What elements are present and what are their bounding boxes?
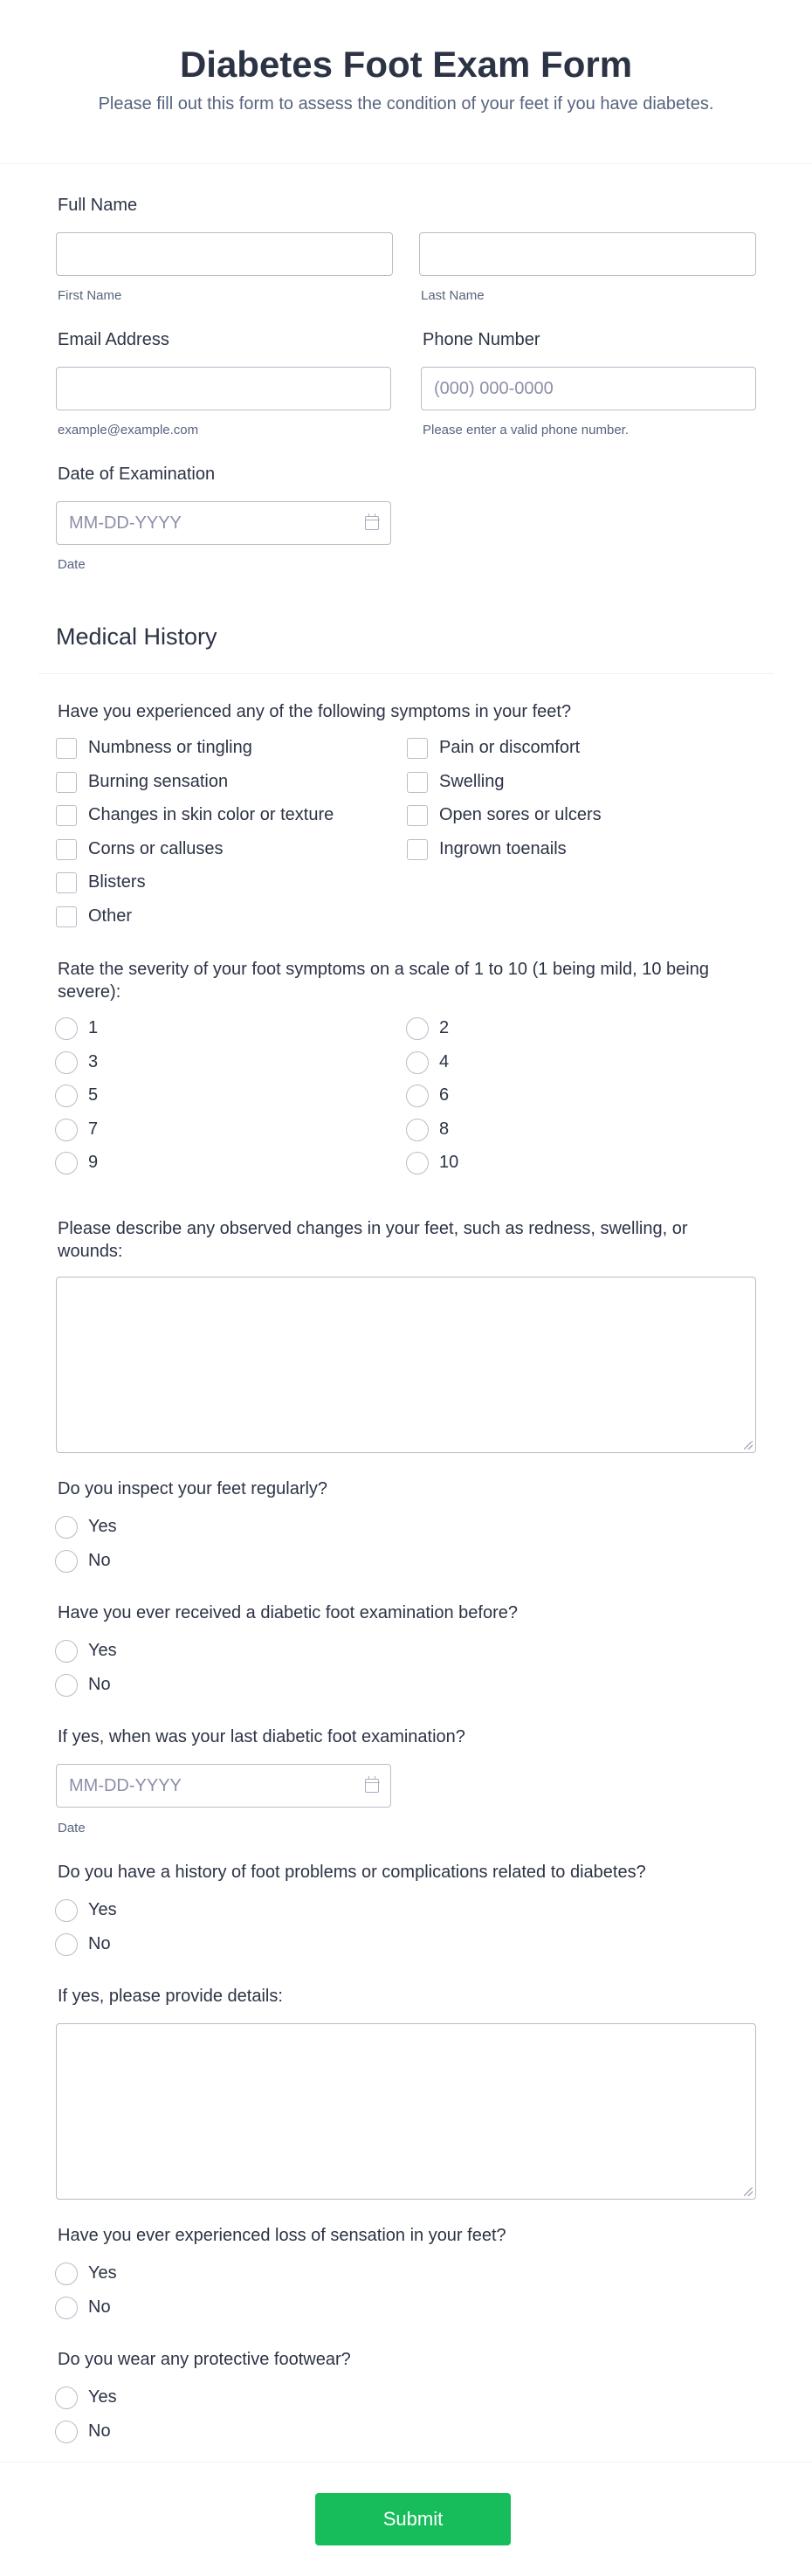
prior-exam-radio-no[interactable] [55, 1674, 78, 1697]
sensation-radio-no[interactable] [55, 2297, 78, 2319]
sensation-option-no: No [88, 2297, 111, 2317]
symptom-option-label: Corns or calluses [88, 839, 224, 858]
exam-date-input[interactable] [56, 501, 391, 545]
symptom-option-label: Open sores or ulcers [439, 805, 602, 824]
symptoms-question: Have you experienced any of the following symptoms in your feet? [58, 702, 572, 721]
symptom-checkbox[interactable] [407, 772, 428, 793]
email-input[interactable] [56, 367, 391, 410]
footwear-question: Do you wear any protective footwear? [58, 2350, 351, 2369]
exam-date-label: Date of Examination [58, 465, 216, 484]
form-title: Diabetes Foot Exam Form [179, 44, 633, 85]
history-option-no: No [88, 1934, 111, 1953]
sensation-option-yes: Yes [88, 2263, 117, 2283]
email-label: Email Address [58, 330, 169, 349]
history-radio-yes[interactable] [55, 1899, 78, 1922]
symptom-option-label: Burning sensation [88, 772, 229, 791]
resize-handle-icon[interactable] [744, 1441, 753, 1450]
sensation-question: Have you ever experienced loss of sensation in your feet? [58, 2226, 506, 2245]
changes-textarea[interactable] [56, 1277, 756, 1453]
calendar-icon[interactable] [365, 1779, 379, 1793]
history-question: Do you have a history of foot problems or complications related to diabetes? [58, 1863, 646, 1882]
sensation-radio-yes[interactable] [55, 2263, 78, 2285]
severity-question: Rate the severity of your foot symptoms on a scale of 1 to 10 (1 being mild, 10 being severe): [58, 960, 709, 1002]
severity-radio[interactable] [55, 1085, 78, 1107]
severity-radio[interactable] [406, 1085, 429, 1107]
details-question: If yes, please provide details: [58, 1987, 283, 2006]
exam-date-sublabel: Date [58, 557, 86, 572]
changes-question: Please describe any observed changes in your feet, such as redness, swelling, or wounds: [58, 1219, 688, 1261]
inspect-option-no: No [88, 1551, 111, 1570]
symptom-option-label: Blisters [88, 872, 146, 892]
symptom-checkbox[interactable] [56, 906, 77, 927]
severity-radio[interactable] [55, 1152, 78, 1174]
severity-option-label: 2 [439, 1018, 450, 1037]
last-name-input[interactable] [419, 232, 756, 276]
last-exam-question: If yes, when was your last diabetic foot examination? [58, 1727, 465, 1746]
symptom-checkbox[interactable] [407, 839, 428, 860]
severity-option-label: 8 [439, 1119, 450, 1139]
inspect-radio-yes[interactable] [55, 1516, 78, 1539]
footwear-option-no: No [88, 2421, 111, 2441]
severity-radio[interactable] [55, 1119, 78, 1141]
footwear-option-yes: Yes [88, 2387, 117, 2407]
phone-label: Phone Number [423, 330, 540, 349]
first-name-input[interactable] [56, 232, 393, 276]
footwear-radio-no[interactable] [55, 2421, 78, 2443]
symptom-option-label: Changes in skin color or texture [88, 805, 334, 824]
severity-option-label: 10 [439, 1153, 459, 1172]
history-option-yes: Yes [88, 1900, 117, 1919]
severity-radio[interactable] [55, 1051, 78, 1074]
severity-option-label: 1 [88, 1018, 99, 1037]
severity-radio[interactable] [406, 1152, 429, 1174]
symptom-option-label: Swelling [439, 772, 505, 791]
section-divider [38, 673, 774, 674]
email-sublabel: example@example.com [58, 423, 199, 437]
symptom-checkbox[interactable] [56, 772, 77, 793]
symptom-option-label: Other [88, 906, 133, 926]
inspect-question: Do you inspect your feet regularly? [58, 1479, 328, 1498]
symptom-checkbox[interactable] [56, 805, 77, 826]
header-divider [0, 163, 812, 164]
severity-radio[interactable] [406, 1017, 429, 1040]
phone-input[interactable] [421, 367, 756, 410]
calendar-icon[interactable] [365, 516, 379, 530]
prior-exam-radio-yes[interactable] [55, 1640, 78, 1663]
prior-exam-option-no: No [88, 1675, 111, 1694]
symptom-option-label: Ingrown toenails [439, 839, 567, 858]
inspect-option-yes: Yes [88, 1517, 117, 1536]
first-name-sublabel: First Name [58, 288, 122, 303]
symptom-checkbox[interactable] [407, 805, 428, 826]
last-name-sublabel: Last Name [421, 288, 485, 303]
resize-handle-icon[interactable] [744, 2187, 753, 2196]
symptom-option-label: Numbness or tingling [88, 738, 252, 757]
symptom-checkbox[interactable] [56, 839, 77, 860]
last-exam-date-input[interactable] [56, 1764, 391, 1808]
symptom-option-label: Pain or discomfort [439, 738, 581, 757]
full-name-label: Full Name [58, 196, 138, 215]
form-subtitle: Please fill out this form to assess the condition of your feet if you have diabetes. [98, 94, 714, 114]
phone-sublabel: Please enter a valid phone number. [423, 423, 629, 437]
section-title-medical-history: Medical History [56, 623, 217, 650]
submit-button[interactable]: Submit [315, 2493, 511, 2545]
severity-option-label: 7 [88, 1119, 99, 1139]
symptom-checkbox[interactable] [407, 738, 428, 759]
prior-exam-option-yes: Yes [88, 1641, 117, 1660]
severity-option-label: 5 [88, 1085, 99, 1105]
severity-option-label: 3 [88, 1052, 99, 1071]
symptom-checkbox[interactable] [56, 738, 77, 759]
severity-option-label: 9 [88, 1153, 99, 1172]
prior-exam-question: Have you ever received a diabetic foot examination before? [58, 1603, 518, 1622]
symptom-checkbox[interactable] [56, 872, 77, 893]
severity-option-label: 6 [439, 1085, 450, 1105]
severity-option-label: 4 [439, 1052, 450, 1071]
details-textarea[interactable] [56, 2023, 756, 2200]
footwear-radio-yes[interactable] [55, 2387, 78, 2409]
severity-radio[interactable] [55, 1017, 78, 1040]
severity-radio[interactable] [406, 1119, 429, 1141]
history-radio-no[interactable] [55, 1933, 78, 1956]
severity-radio[interactable] [406, 1051, 429, 1074]
inspect-radio-no[interactable] [55, 1550, 78, 1573]
last-exam-date-sublabel: Date [58, 1821, 86, 1836]
